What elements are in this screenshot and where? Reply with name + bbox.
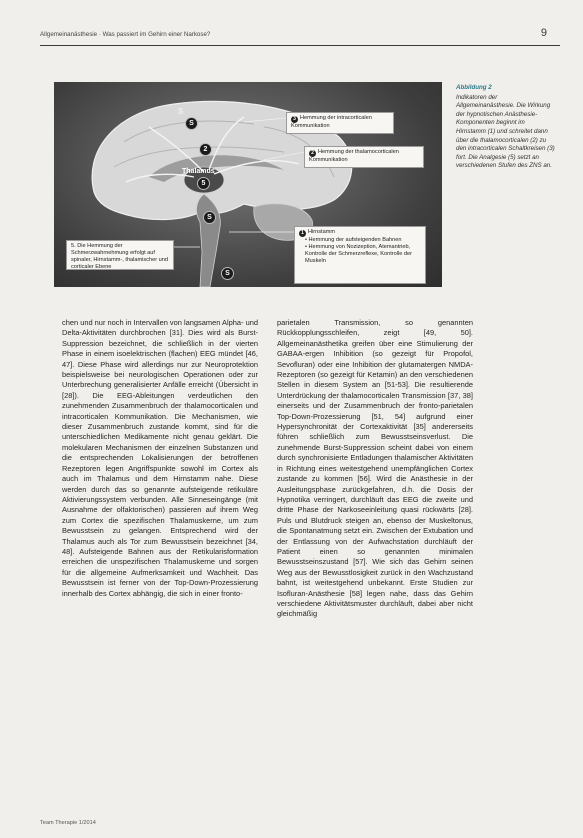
header-rule	[40, 45, 560, 46]
figure-caption	[456, 84, 556, 171]
callout-2	[304, 146, 424, 168]
marker-s-bottom: S	[222, 268, 233, 279]
page-footer: Team Therapie 1/2014	[40, 820, 96, 826]
brainstem-shape	[197, 194, 221, 287]
page-number: 9	[540, 27, 547, 39]
callout-1-number: 1	[299, 230, 306, 237]
marker-s-top: S	[186, 118, 197, 129]
callout-5	[66, 240, 174, 270]
callout-1-list	[299, 237, 421, 265]
marker-s-mid: S	[204, 212, 215, 223]
callout-3-number: 3	[291, 116, 298, 123]
running-head: Allgemeinanästhesie · Was passiert im Gehirn einer Narkose?	[40, 31, 211, 38]
callout-2-text: Hemmung der thalamocorticalen Kommunikation	[309, 149, 399, 163]
caption-body: Indikatoren der Allgemeinanästhesie. Die Wirkung der hypnotischen Anästhesie-Komponenten beginnt im Hirnstamm (1) und schreitet dann über die thalamocorticalen (2) zu den intracorticalen Schaltkreisen (3) fort. Die Analgesie (5) setzt an verschiedenen Stufen des ZNS an.	[456, 93, 555, 170]
marker-2: 2	[200, 144, 211, 155]
callout-1-item: • Hemmung von Nozizeption, Atemantrieb, Kontrolle der Schmerzreflexe, Kontrolle der Muskeln	[305, 244, 421, 265]
callout-5-text: 5. Die Hemmung der Schmerzwahrnehmung erfolgt auf spinaler, Hirnstamm-, thalamischer und corticaler Ebene	[71, 243, 168, 270]
s-label: S	[178, 107, 184, 116]
body-text-left: chen und nur noch in Intervallen von langsamen Alpha- und Delta-Aktivitäten durchbrochen [31]. Dies wird als Burst-Suppression bezeichnet, die schließlich in der vierten Phase in einem isoelektrischen (flachen) EEG mündet [46, 47]. Diese Phase wird allerdings nur zur Neuroprotektion beispielsweise bei neurologischen Operationen oder zur Unterbrechung generalisierter Anfälle erreicht (Übersicht in [28]). Die EEG-Ableitungen verdeutlichen den zunehmenden Zusammenbruch der thalamocorticalen und intracorticalen Kommunikation. Die Mechanismen, wie dieser Zusammenbruch zustande kommt, sind für die unterschiedlichen Medikamente nicht genau geklärt. Die molekularen Mechanismen der einzelnen Substanzen und die entsprechenden Lokalisierungen der betroffenen Rezeptoren legen Angriffspunkte sowohl im Cortex als auch im Thalamus und dem Hirnstamm nahe. Diese werden durch das so genannte aufsteigende retikuläre Aktivierungssystem verbunden. Alle Sinneseingänge (mit Ausnahme der olfaktorischen) passieren auf ihrem Weg zum Cortex die spezifischen Thalamuskerne, um zum Bewusstsein zu gelangen. Entsprechend wird der Thalamus auch als Tor zum Bewusstsein bezeichnet [34, 48]. Aufsteigende Bahnen aus der Retikularisformation erreichen die unspezifischen Thalamuskerne und sorgen für die allgemeine Aufmerksamkeit und Wachheit. Das Bewusstsein ist ferner von der Top-Down-Prozessierung innerhalb des Cortex abhängig, die sich in einer fronto-	[62, 318, 258, 598]
callout-2-number: 2	[309, 150, 316, 157]
marker-5: 5	[198, 178, 209, 189]
callout-1	[294, 226, 426, 284]
caption-title: Abbildung 2	[456, 84, 492, 91]
body-text-right: parietalen Transmission, so genannten Rückkopplungsschleifen, zeigt [49, 50]. Allgemeinanästhetika greifen über eine Stimulierung der GABAA-ergen Inhibition (so gezeigt für Propofol, Sevofluran) oder eine Inhibition der glutamatergen NMDA-Rezeptoren (so gezeigt für Ketamin) an den verschiedenen Stellen in diesem System an [51-53]. Die resultierende Unterdrückung der thalamocorticalen Transmission [37, 38] einerseits und der Zusammenbruch der fronto-parietalen Top-Down-Prozessierung [51, 54] aufgrund einer Hypersynchronität der Cortexaktivität [35] andererseits führen schließlich zum Bewusstseinsverlust. Die zunehmende Burst-Suppression scheint dabei von einem durch synchronisierte Entladungen thalamischer Aktivitäten in Richtung eines weitestgehend unempfänglichen Cortex zustande zu kommen [56]. Wird die Anästhesie in der Ausleitungsphase zurückgefahren, d.h. die Dosis der Hypnotika verringert, durchläuft das EEG die zweite und dritte Phase der Narkoseeinleitung quasi rückwärts [28]. Puls und Blutdruck steigen an, ebenso der Muskeltonus, die Spontanatmung setzt ein. Zwischen der Extubation und der Entlassung von der Aufwachstation durchläuft der Patient einen so genannten minimalen Bewusstseinszustand [57]. Wie sich das Gehirn seinen Weg aus der Bewusstlosigkeit zurück in den Wachzustand bahnt, ist weitestgehend unbekannt. Erste Studien zur Isofluran-Anästhesie [58] legen nahe, dass das Gehirn verschiedene Aktivitätsmuster durchläuft, dabei aber nicht gleichmäßig	[277, 318, 473, 619]
thalamus-label: Thalamus	[182, 168, 215, 175]
brain-figure	[54, 82, 442, 287]
callout-3-text: Hemmung der intracorticalen Kommunikation	[291, 115, 372, 129]
page-header	[40, 29, 545, 43]
callout-1-item: • Hemmung der aufsteigenden Bahnen	[305, 237, 421, 244]
callout-1-title: Hirnstamm	[308, 229, 336, 235]
body-column-left	[62, 318, 258, 599]
callout-3	[286, 112, 394, 134]
body-column-right	[277, 318, 473, 620]
